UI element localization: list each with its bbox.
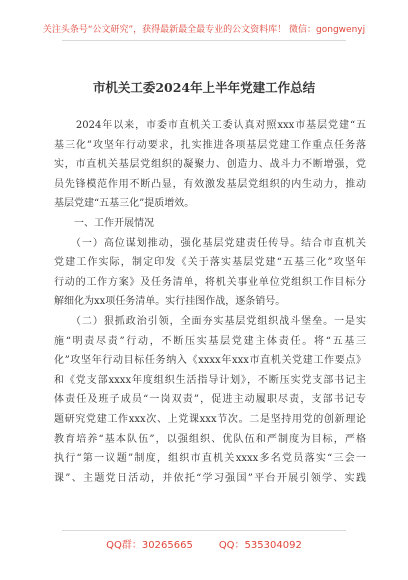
section-heading: 一、工作开展情况: [54, 217, 154, 229]
body-line: （二）狠抓政治引领，全面夯实基层党组织战斗堡垒。一是实: [54, 315, 366, 327]
promo-banner: 关注头条号“公文研究”，获得最新最全最专业的公文资料库！ 微信：gongwenyj: [42, 25, 366, 35]
body-line: 2024年以来，市委市直机关工委认真对照xxx市基层党建“五: [54, 120, 366, 131]
body-line: 行动的工作方案》及任务清单，将机关事业单位党组织工作目标分: [54, 276, 366, 288]
body-line: 基层党建“五基三化”提质增效。: [54, 198, 195, 210]
body-line: 和《党支部xxxx年度组织生活指导计划》，不断压实党支部书记主: [54, 374, 366, 386]
body-line: 体责任及班子成员“一岗双责”，促进主动履职尽责，支部书记专: [54, 394, 366, 406]
body-line: 施“明责尽责”行动，不断压实基层党建主体责任。将“五基三: [54, 335, 366, 347]
body-line: 解细化为xx项任务清单。实行挂图作战，逐条销号。: [54, 296, 286, 308]
body-line: 课”、主题党日活动，并依托“学习强国”平台开展引领学、实践: [54, 472, 366, 484]
body-line: 实，市直机关基层党组织的凝聚力、创造力、战斗力不断增强，党: [54, 159, 366, 171]
body-line: 教育培养“基本队伍”，以强组织、优队伍和严制度为目标，严格: [54, 433, 366, 445]
footer-divider: [62, 530, 346, 531]
footer-contact: [0, 536, 408, 551]
document-body: [54, 116, 366, 488]
header-divider: [62, 40, 346, 41]
body-line: （一）高位谋划推动，强化基层党建责任传导。结合市直机关: [54, 237, 366, 249]
body-line: 题研究党建工作xxx次、上党课xxx节次。二是坚持用党的创新理论: [54, 413, 366, 425]
body-line: 化”攻坚年行动目标任务纳入《xxxx年xxx市直机关党建工作要点》: [54, 355, 366, 367]
qq-group-text: QQ群：30265665: [106, 540, 193, 551]
body-line: 党建工作实际，制定印发《关于落实基层党建“五基三化”攻坚年: [54, 257, 366, 269]
document-title: 市机关工委2024年上半年党建工作总结: [92, 80, 316, 95]
body-line: 基三化”攻坚年行动要求，扎实推进各项基层党建工作重点任务落: [54, 139, 366, 151]
body-line: 员先锋模范作用不断凸显，有效激发基层党组织的内生动力，推动: [54, 178, 366, 190]
body-line: 执行“第一议题”制度，组织市直机关xxxx多名党员落实“三会一: [54, 453, 366, 465]
qq-number-text: QQ：535304092: [218, 540, 302, 551]
